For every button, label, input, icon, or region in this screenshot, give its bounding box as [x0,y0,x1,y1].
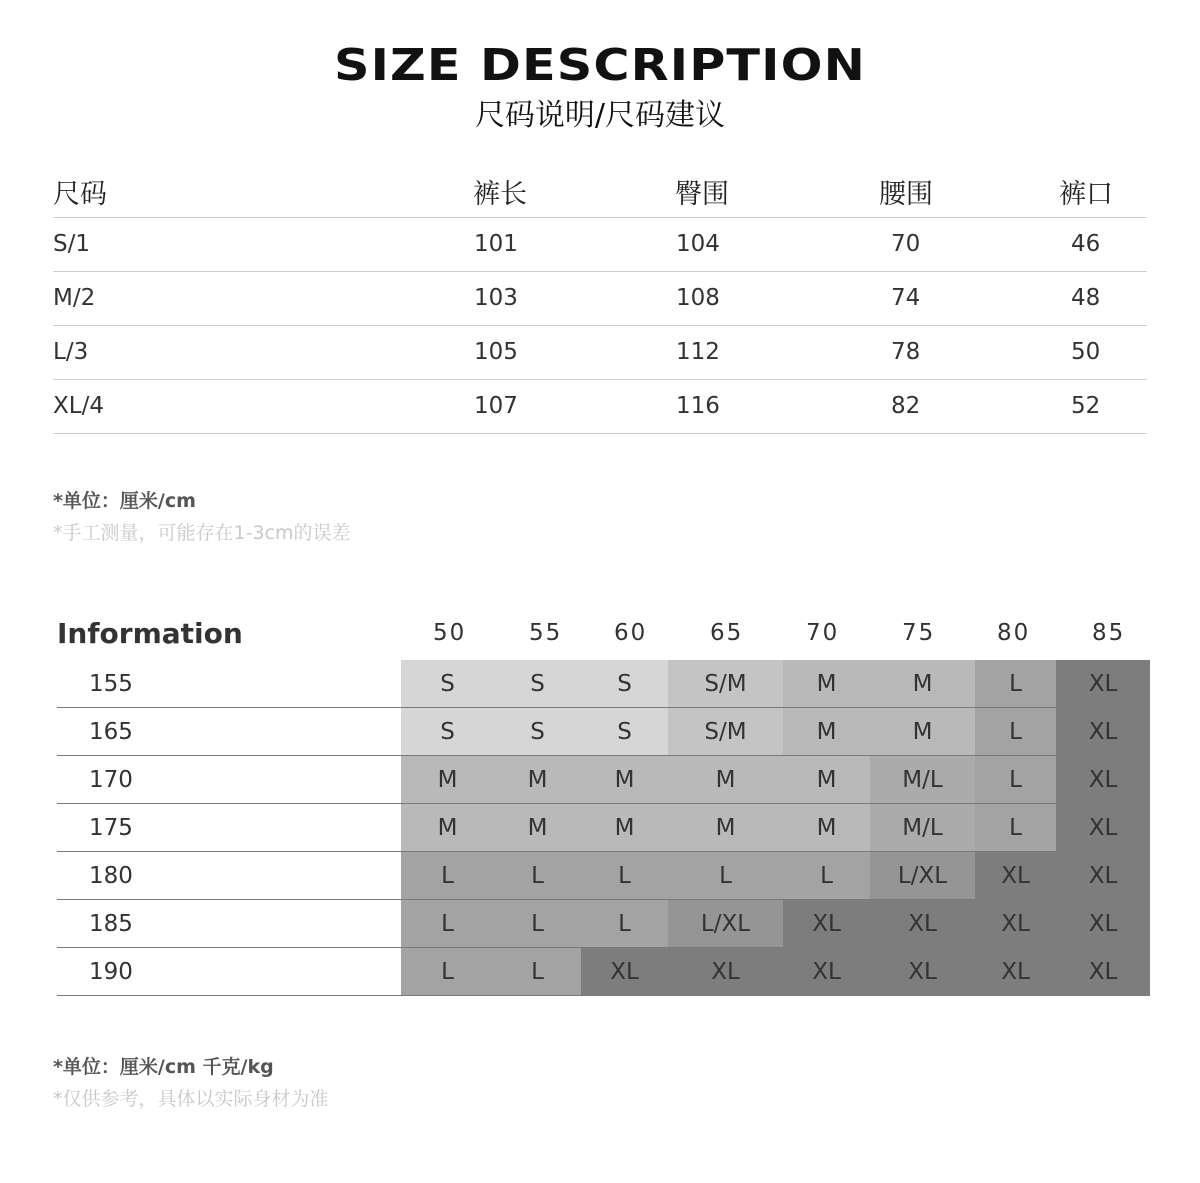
height-cell: 175 [89,815,133,841]
grid-cell: M [581,756,668,804]
grid-cell: L [668,852,783,900]
cell-hip: 108 [676,285,720,311]
grid-cell: L [401,900,494,948]
cell-waist: 78 [891,339,921,365]
cell-hem: 48 [1071,285,1101,311]
grid-cell: M [581,804,668,852]
page-title: SIZE DESCRIPTION [333,40,866,91]
table-row [53,218,1147,272]
grid-cell: M [668,804,783,852]
grid-cell: XL [783,900,870,948]
size-table-header [53,160,1147,218]
grid-cell: XL [1056,948,1150,996]
grid-cell: XL [1056,852,1150,900]
grid-cell: S [401,708,494,756]
grid-cell: L/XL [668,900,783,948]
col-hem: 裤口 [1059,179,1113,210]
grid-cell: L/XL [870,852,975,900]
grid-cell: S/M [668,708,783,756]
page-subtitle: 尺码说明/尺码建议 [474,98,726,133]
grid-cell: S [581,708,668,756]
table-row [53,272,1147,326]
cell-size: M/2 [53,285,96,311]
table-row [53,380,1147,434]
grid-cell: M [783,660,870,708]
grid-cell: XL [975,948,1056,996]
col-length: 裤长 [473,179,527,210]
grid-cell: XL [668,948,783,996]
height-cell: 185 [89,911,133,937]
col-hip: 臀围 [675,179,729,210]
cell-hem: 46 [1071,231,1101,257]
grid-cell: M [870,660,975,708]
cell-size: XL/4 [53,393,104,419]
grid-cell: XL [783,948,870,996]
cell-length: 103 [474,285,518,311]
grid-cell: M [401,756,494,804]
grid-cell: XL [1056,660,1150,708]
grid-row-divider [57,995,1150,996]
grid-row-divider [57,803,1150,804]
height-cell: 165 [89,719,133,745]
grid-cell: M [783,756,870,804]
grid-cell: XL [1056,708,1150,756]
cell-hip: 116 [676,393,720,419]
grid-cell: L [494,948,581,996]
grid-row-divider [57,947,1150,948]
cell-hem: 50 [1071,339,1101,365]
weight-header-cell: 80 [997,620,1031,646]
grid-cell: M [668,756,783,804]
grid-cell: L [581,900,668,948]
weight-header-cell: 60 [614,620,648,646]
cell-hip: 104 [676,231,720,257]
height-cell: 190 [89,959,133,985]
grid-cell: L [783,852,870,900]
grid-cell: M [783,708,870,756]
grid-cell: XL [1056,900,1150,948]
cell-hip: 112 [676,339,720,365]
size-table [53,160,1147,434]
grid-cell: L [975,756,1056,804]
grid-cell: S [494,708,581,756]
weight-header-cell: 55 [529,620,563,646]
grid-cell: S/M [668,660,783,708]
grid-cell: XL [1056,756,1150,804]
grid-cell: L [494,900,581,948]
grid-cell: M/L [870,756,975,804]
weight-header-cell: 50 [433,620,467,646]
grid-cell: XL [975,852,1056,900]
size-tolerance-note: *手工测量，可能存在1-3cm的误差 [53,522,351,544]
grid-cell: S [401,660,494,708]
height-cell: 170 [89,767,133,793]
cell-hem: 52 [1071,393,1101,419]
height-cell: 180 [89,863,133,889]
grid-cell: XL [975,900,1056,948]
grid-cell: M [783,804,870,852]
height-cell: 155 [89,671,133,697]
grid-cell: S [494,660,581,708]
grid-cell: L [581,852,668,900]
cell-size: S/1 [53,231,90,257]
grid-cell: L [975,660,1056,708]
info-reference-note: *仅供参考，具体以实际身材为准 [53,1088,329,1110]
grid-cell: L [401,852,494,900]
grid-cell: M [494,756,581,804]
information-label: Information [57,617,243,650]
grid-cell: L [975,708,1056,756]
grid-row-divider [57,707,1150,708]
info-unit-note: *单位：厘米/cm 千克/kg [53,1056,274,1078]
weight-header-cell: 85 [1092,620,1126,646]
grid-row-divider [57,899,1150,900]
cell-waist: 74 [891,285,921,311]
grid-cell: L [494,852,581,900]
grid-cell: XL [870,900,975,948]
cell-waist: 82 [891,393,921,419]
grid-row-divider [57,851,1150,852]
grid-cell: L [975,804,1056,852]
grid-cell: M [401,804,494,852]
cell-length: 101 [474,231,518,257]
grid-cell: M [870,708,975,756]
size-unit-note: *单位：厘米/cm [53,490,196,512]
grid-row-divider [57,755,1150,756]
size-recommendation-grid [401,660,1150,996]
weight-header-cell: 70 [806,620,840,646]
grid-cell: XL [870,948,975,996]
grid-cell: M [494,804,581,852]
table-row [53,326,1147,380]
grid-cell: L [401,948,494,996]
cell-length: 105 [474,339,518,365]
cell-length: 107 [474,393,518,419]
col-waist: 腰围 [879,179,933,210]
grid-cell: XL [581,948,668,996]
grid-cell: XL [1056,804,1150,852]
col-size: 尺码 [53,179,107,210]
weight-header-cell: 75 [902,620,936,646]
grid-cell: S [581,660,668,708]
cell-size: L/3 [53,339,89,365]
grid-cell: M/L [870,804,975,852]
weight-header-cell: 65 [710,620,744,646]
cell-waist: 70 [891,231,921,257]
